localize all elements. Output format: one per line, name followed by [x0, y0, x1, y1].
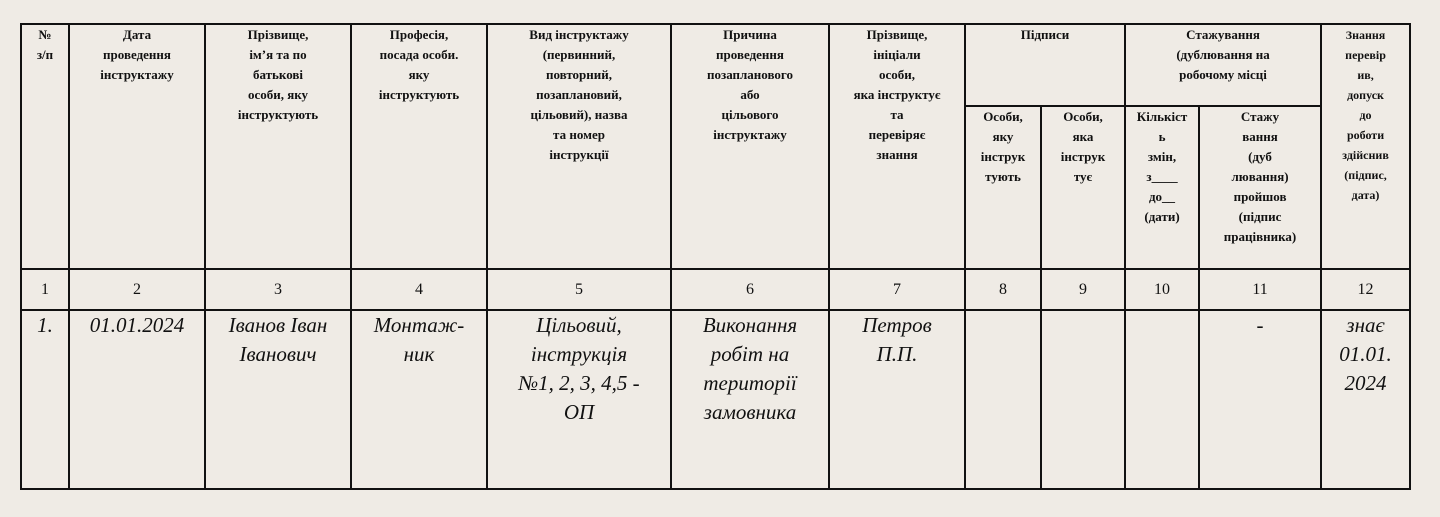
- column-number-11: 11: [1199, 269, 1321, 310]
- text-line: Причина: [723, 27, 777, 42]
- entry-number: 1.: [21, 310, 69, 489]
- text-line: роботи: [1346, 128, 1385, 142]
- column-number-6: 6: [671, 269, 829, 310]
- text-line: Особи,: [983, 109, 1023, 124]
- text-line: ОП: [563, 400, 595, 424]
- text-line: вання: [1242, 129, 1278, 144]
- text-line: 2024: [1344, 371, 1387, 395]
- header-col-5: [487, 24, 671, 269]
- text-line: лювання): [1231, 169, 1289, 184]
- entry-instruction-type: [487, 310, 671, 489]
- text-line: перевір: [1345, 48, 1386, 62]
- text-line: інструктують: [237, 107, 319, 122]
- text-line: яка інструктує: [853, 87, 941, 102]
- column-number-row: [21, 269, 1410, 310]
- text-line: Стажування: [1186, 27, 1260, 42]
- text-line: інструкція: [530, 342, 628, 366]
- text-line: Виконання: [702, 313, 798, 337]
- text-line: яку: [992, 129, 1014, 144]
- text-line: змін,: [1147, 149, 1177, 164]
- text-line: 01.01.: [1339, 342, 1392, 366]
- header-col-4: [351, 24, 487, 269]
- text-line: робочому місці: [1179, 67, 1267, 82]
- text-line: інструк: [1060, 149, 1106, 164]
- header-col-6: [671, 24, 829, 269]
- header-col-1: [21, 24, 69, 269]
- header-col-2: [69, 24, 205, 269]
- text-line: інструк: [980, 149, 1026, 164]
- entry-profession: [351, 310, 487, 489]
- header-row: [21, 24, 1410, 106]
- header-col-9: [1041, 106, 1125, 269]
- text-line: інструктують: [378, 87, 460, 102]
- column-number-1: 1: [21, 269, 69, 310]
- text-line: та: [890, 107, 904, 122]
- text-line: ім’я та по: [249, 47, 307, 62]
- column-number-10: 10: [1125, 269, 1199, 310]
- text-line: ь: [1158, 129, 1166, 144]
- entry-reason: [671, 310, 829, 489]
- header-internship: [1125, 24, 1321, 106]
- column-number-12: 12: [1321, 269, 1410, 310]
- text-line: посада особи.: [379, 47, 459, 62]
- text-line: замовника: [703, 400, 797, 424]
- header-col-12: [1321, 24, 1410, 269]
- text-line: Вид інструктажу: [529, 27, 629, 42]
- column-number-7: 7: [829, 269, 965, 310]
- text-line: дата): [1351, 188, 1380, 202]
- text-line: Дата: [122, 27, 152, 42]
- header-col-7: [829, 24, 965, 269]
- text-line: Цільовий,: [536, 313, 622, 337]
- text-line: та номер: [553, 127, 605, 142]
- entry-sig-instructor: [1041, 310, 1125, 489]
- instruction-journal-table: [20, 23, 1411, 490]
- text-line: тує: [1073, 169, 1093, 184]
- entry-row: [21, 310, 1410, 489]
- column-number-3: 3: [205, 269, 351, 310]
- text-line: працівника): [1223, 229, 1297, 244]
- text-line: №: [38, 27, 52, 42]
- text-line: Стажу: [1240, 109, 1280, 124]
- text-line: інструкції: [549, 147, 609, 162]
- text-line: позапланового: [706, 67, 793, 82]
- header-col-3: [205, 24, 351, 269]
- header-col-8: [965, 106, 1041, 269]
- text-line: знання: [876, 147, 918, 162]
- column-number-9: 9: [1041, 269, 1125, 310]
- text-line: пройшов: [1233, 189, 1287, 204]
- text-line: Професія,: [389, 27, 449, 42]
- text-line: з/п: [36, 47, 54, 62]
- text-line: особи, яку: [247, 87, 309, 102]
- text-line: інструктажу: [100, 67, 174, 82]
- entry-knowledge-check: [1321, 310, 1410, 489]
- text-line: або: [740, 87, 760, 102]
- text-line: Знання: [1345, 28, 1386, 42]
- text-line: до__: [1148, 189, 1176, 204]
- text-line: робіт на: [710, 342, 790, 366]
- text-line: до: [1359, 108, 1372, 122]
- entry-name: [205, 310, 351, 489]
- text-line: (дублювання на: [1176, 47, 1270, 62]
- text-line: №1, 2, 3, 4,5 -: [518, 371, 640, 395]
- text-line: допуск: [1347, 88, 1384, 102]
- text-line: П.П.: [876, 342, 918, 366]
- column-number-5: 5: [487, 269, 671, 310]
- column-number-4: 4: [351, 269, 487, 310]
- text-line: ініціали: [873, 47, 921, 62]
- entry-shifts: [1125, 310, 1199, 489]
- text-line: проведення: [103, 47, 171, 62]
- text-line: (дати): [1144, 209, 1180, 224]
- entry-instructor: [829, 310, 965, 489]
- text-line: яка: [1072, 129, 1094, 144]
- header-signatures: [965, 24, 1125, 106]
- entry-sig-person: [965, 310, 1041, 489]
- text-line: з____: [1146, 169, 1178, 184]
- text-line: особи,: [878, 67, 915, 82]
- text-line: Прізвище,: [866, 27, 928, 42]
- text-line: проведення: [716, 47, 784, 62]
- signatures-label: Підписи: [1020, 27, 1070, 42]
- text-line: Прізвище,: [247, 27, 309, 42]
- text-line: Особи,: [1063, 109, 1103, 124]
- text-line: здійснив: [1342, 148, 1389, 162]
- text-line: території: [703, 371, 797, 395]
- text-line: цільовий), назва: [530, 107, 628, 122]
- text-line: батькові: [252, 67, 304, 82]
- text-line: Монтаж-: [373, 313, 465, 337]
- text-line: повторний,: [545, 67, 613, 82]
- text-line: тують: [985, 169, 1021, 184]
- text-line: яку: [408, 67, 430, 82]
- text-line: Іванович: [239, 342, 317, 366]
- text-line: ник: [403, 342, 435, 366]
- entry-internship-done: -: [1199, 310, 1321, 489]
- text-line: знає: [1346, 313, 1385, 337]
- text-line: цільового: [721, 107, 779, 122]
- text-line: (підпис: [1238, 209, 1282, 224]
- entry-date: 01.01.2024: [69, 310, 205, 489]
- text-line: Кількіст: [1136, 109, 1188, 124]
- text-line: Іванов Іван: [228, 313, 328, 337]
- text-line: (дуб: [1248, 149, 1272, 164]
- text-line: перевіряє: [868, 127, 926, 142]
- text-line: (підпис,: [1344, 168, 1387, 182]
- text-line: Петров: [862, 313, 932, 337]
- header-col-10: [1125, 106, 1199, 269]
- column-number-2: 2: [69, 269, 205, 310]
- text-line: позаплановий,: [536, 87, 622, 102]
- text-line: (первинний,: [542, 47, 616, 62]
- text-line: інструктажу: [713, 127, 787, 142]
- header-col-11: [1199, 106, 1321, 269]
- column-number-8: 8: [965, 269, 1041, 310]
- text-line: ив,: [1357, 68, 1374, 82]
